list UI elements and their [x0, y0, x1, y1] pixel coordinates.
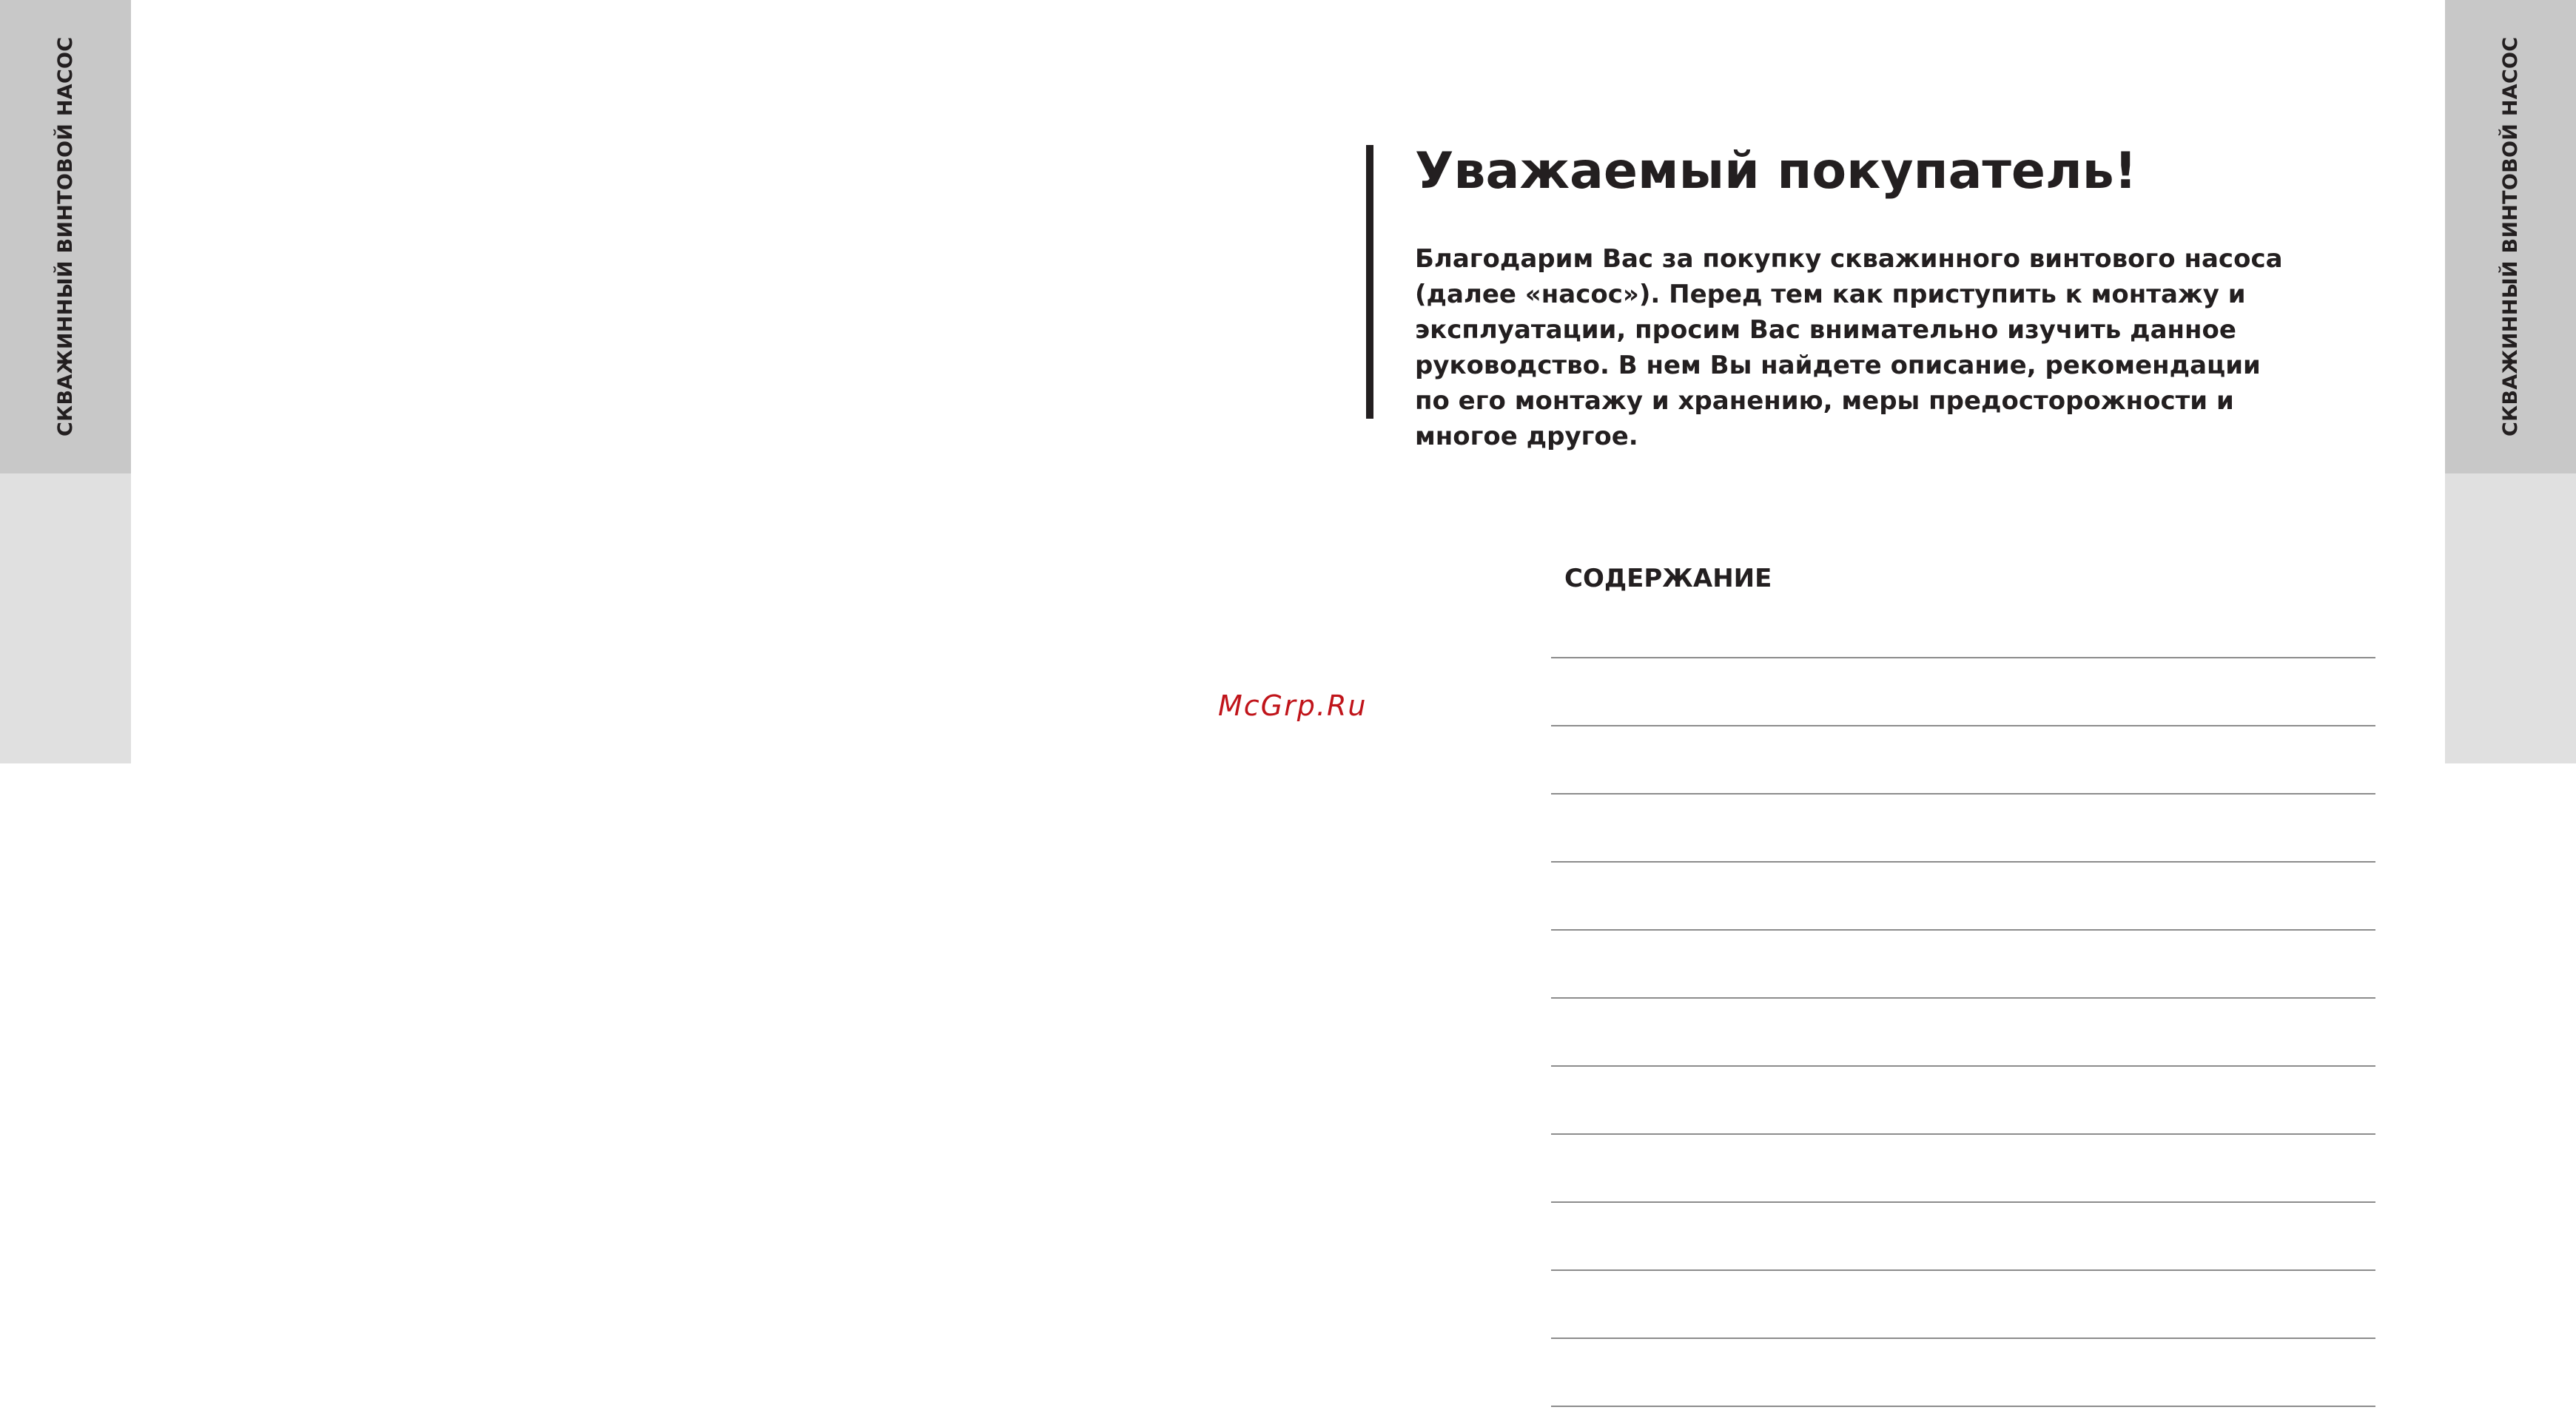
contents-line: [1551, 1133, 2375, 1135]
greeting-block: [1366, 142, 2298, 451]
greeting-accent-rule: [1366, 145, 1373, 419]
contents-line: [1551, 997, 2375, 999]
contents-title: СОДЕРЖАНИЕ: [1564, 564, 1772, 593]
left-tab-label: СКВАЖИННЫЙ ВИНТОВОЙ НАСОС: [53, 36, 77, 436]
contents-line: [1551, 1065, 2375, 1067]
watermark-link[interactable]: McGrp.Ru: [1218, 689, 1368, 722]
contents-line: [1551, 657, 2375, 658]
contents-line: [1551, 1201, 2375, 1203]
contents-line: [1551, 793, 2375, 795]
contents-line: [1551, 861, 2375, 863]
contents-lines: [1551, 657, 2375, 1404]
greeting-title: Уважаемый покупатель!: [1415, 142, 2137, 200]
left-tab-light-block: [0, 473, 131, 763]
contents-line: [1551, 725, 2375, 726]
contents-line: [1551, 929, 2375, 931]
right-tab-label: СКВАЖИННЫЙ ВИНТОВОЙ НАСОС: [2498, 36, 2522, 436]
right-tab-light-block: [2445, 473, 2576, 763]
contents-line: [1551, 1406, 2375, 1407]
greeting-body: Благодарим Вас за покупку скважинного винтового насоса (далее «насос»). Перед тем как приступить к монтажу и эксплуатации, просим Вас внимательно изучить данное руководство. В нем Вы найдете описание, рекомендации по его монтажу и хранению, меры предосторожности и многое другое.: [1415, 244, 2283, 451]
contents-line: [1551, 1338, 2375, 1339]
contents-line: [1551, 1269, 2375, 1271]
